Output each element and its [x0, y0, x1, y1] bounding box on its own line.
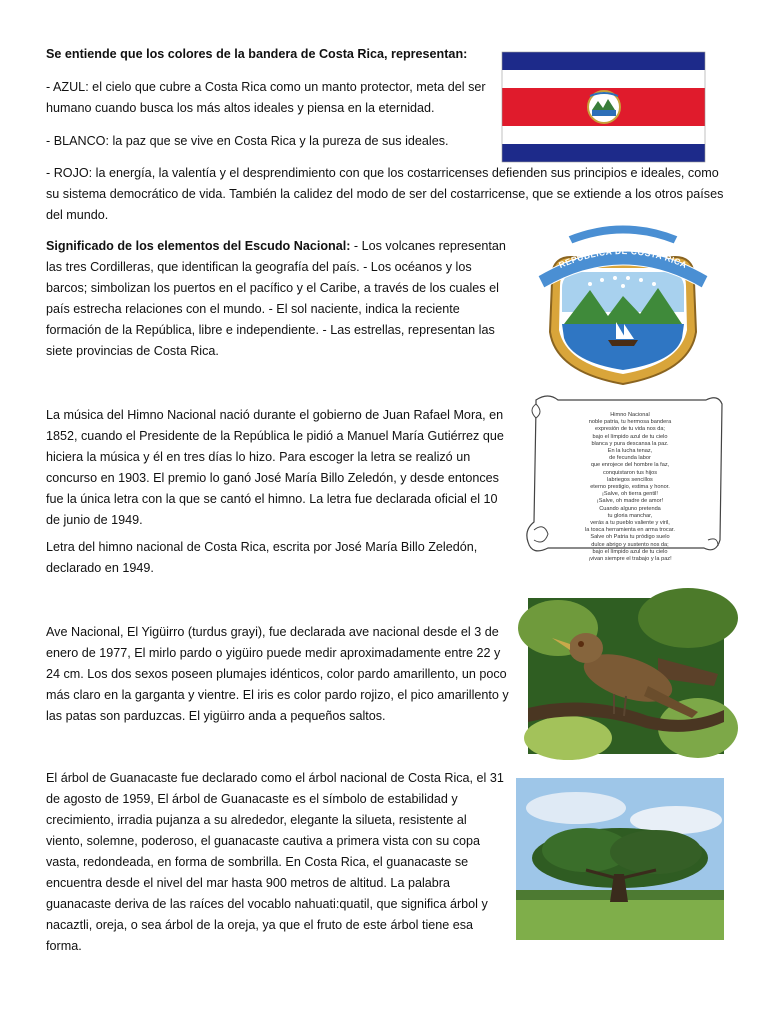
anthem-lyric-line: verás a tu pueblo valiente y viril,	[590, 520, 670, 527]
anthem-lyric-line: labriegos sencillos	[607, 476, 653, 483]
flag-rojo-text: - ROJO: la energía, la valentía y el desprendimiento con que los costarricenses defienden sus principios e ideales, como su sistema democrático de vida. También la calidez del modo de ser del costarricense, que se extiende a los otros países del mundo.	[46, 166, 724, 222]
anthem-lyric-line: Cuando alguno pretenda	[599, 505, 661, 512]
escudo-paragraph	[46, 236, 506, 362]
flag-blanco-text: - BLANCO: la paz que se vive en Costa Rica y la pureza de sus ideales.	[46, 134, 449, 148]
anthem-lyric-line: tu gloria manchar,	[607, 512, 653, 519]
yiguirro-bird-photo	[528, 598, 724, 754]
anthem-lyric-line: dulce abrigo y sustento nos da;	[591, 541, 669, 548]
anthem-lyric-line: bajo el límpido azul de tu cielo	[592, 548, 668, 555]
anthem-lyric-line: ¡vivan siempre el trabajo y la paz!	[588, 556, 672, 563]
flag-azul-text: - AZUL: el cielo que cubre a Costa Rica como un manto protector, meta del ser humano cuando busca los más altos ideales y piensa en la eternidad.	[46, 80, 486, 115]
anthem-lyric-line: conquistaron tus hijos	[602, 469, 658, 476]
flag-intro: Se entiende que los colores de la bandera de Costa Rica, representan:	[46, 47, 468, 61]
anthem-lyric-line: blanca y pura descansa la paz.	[591, 440, 669, 447]
guanacaste-tree-photo	[516, 778, 724, 940]
coat-ribbon-top-text: AMERICA CENTRAL	[590, 219, 656, 230]
anthem-lyric-line: bajo el límpido azul de tu cielo	[592, 433, 668, 440]
costa-rica-flag	[502, 52, 705, 162]
anthem-lyric-line: de fecunda labor	[609, 455, 651, 462]
coat-ribbon-main-text: REPUBLICA DE COSTA RICA	[557, 245, 689, 271]
anthem-lyric-line: que enrojece del hombre la faz,	[590, 462, 670, 469]
ave-paragraph: Ave Nacional, El Yigüirro (turdus grayi), fue declarada ave nacional desde el 3 de enero de 1977, El mirlo pardo o yigüiro puede medir aproximadamente entre 22 y 24 cm. Los dos sexos poseen plumajes idénticos, color pardo amarillento, un poco más claro en la garganta y vientre. El iris es color pardo rojizo, el pico amarillento y las patas son parduzcas. El yigüirro anda a pequeños saltos.	[46, 625, 509, 723]
anthem-lyric-line: noble patria, tu hermosa bandera	[588, 419, 672, 426]
anthem-lyric-line: Salve oh Patria tu pródigo suelo	[590, 534, 670, 541]
anthem-lyric-line: ¡Salve, oh madre de amor!	[596, 498, 664, 505]
anthem-lyric-line: la tosca herramienta en arma trocar.	[585, 527, 675, 534]
arbol-paragraph: El árbol de Guanacaste fue declarado como el árbol nacional de Costa Rica, el 31 de agosto de 1959, El árbol de Guanacaste es el símbolo de estabilidad y crecimiento, irradia pujanza a su alrededor, elegante la silueta, resistente al viento, solemne, poderoso, el guanacaste cautiva a primera vista con su copa vasta, redondeada, en forma de sombrilla. En Costa Rica, el guanacaste se encuentra desde el nivel del mar hasta 900 metros de altitud. La palabra guanacaste deriva de las raíces del vocablo nahuati:quatil, que significa árbol y nacaztli, oreja, o sea árbol de la oreja, ya que el fruto de este árbol tiene esa forma.	[46, 771, 504, 953]
escudo-heading: Significado de los elementos del Escudo Nacional:	[46, 239, 351, 253]
himno-letra-note: Letra del himno nacional de Costa Rica, escrita por José María Billo Zeledón, declarado en 1949.	[46, 540, 478, 575]
coat-of-arms-image	[520, 212, 726, 388]
anthem-lyric-line: eterno prestigio, estima y honor.	[590, 484, 670, 491]
anthem-lyric-line: En la lucha tenaz,	[607, 448, 653, 455]
escudo-text: - Los volcanes representan las tres Cordilleras, que identifican la geografía del país. - Los océanos y los barcos; simbolizan los puertos en el pacífico y el Caribe, a través de los cuales el país estrecha relaciones con el mundo. - El sol naciente, indica la reciente formación de la República, libre e independiente. - Las estrellas, representan las siete provincias de Costa Rica.	[46, 239, 506, 358]
anthem-lyrics	[546, 412, 714, 563]
anthem-scroll-image	[518, 390, 728, 563]
anthem-lyric-line: ¡Salve, oh tierra gentil!	[602, 491, 658, 498]
anthem-lyric-line: expresión de tu vida nos da;	[595, 426, 665, 433]
anthem-lyric-line: Himno Nacional	[610, 412, 650, 418]
himno-paragraph: La música del Himno Nacional nació durante el gobierno de Juan Rafael Mora, en 1852, cuando el Presidente de la República le pidió a Manuel María Gutiérrez que hiciera la música y él en tres días lo hizo. Para escoger la letra se realizó un concurso en 1903. El premio lo ganó José María Billo Zeledón, y desde entonces fue la única letra con la que se cantó el himno. La letra fue declarada oficial el 10 de junio de 1949.	[46, 408, 504, 527]
